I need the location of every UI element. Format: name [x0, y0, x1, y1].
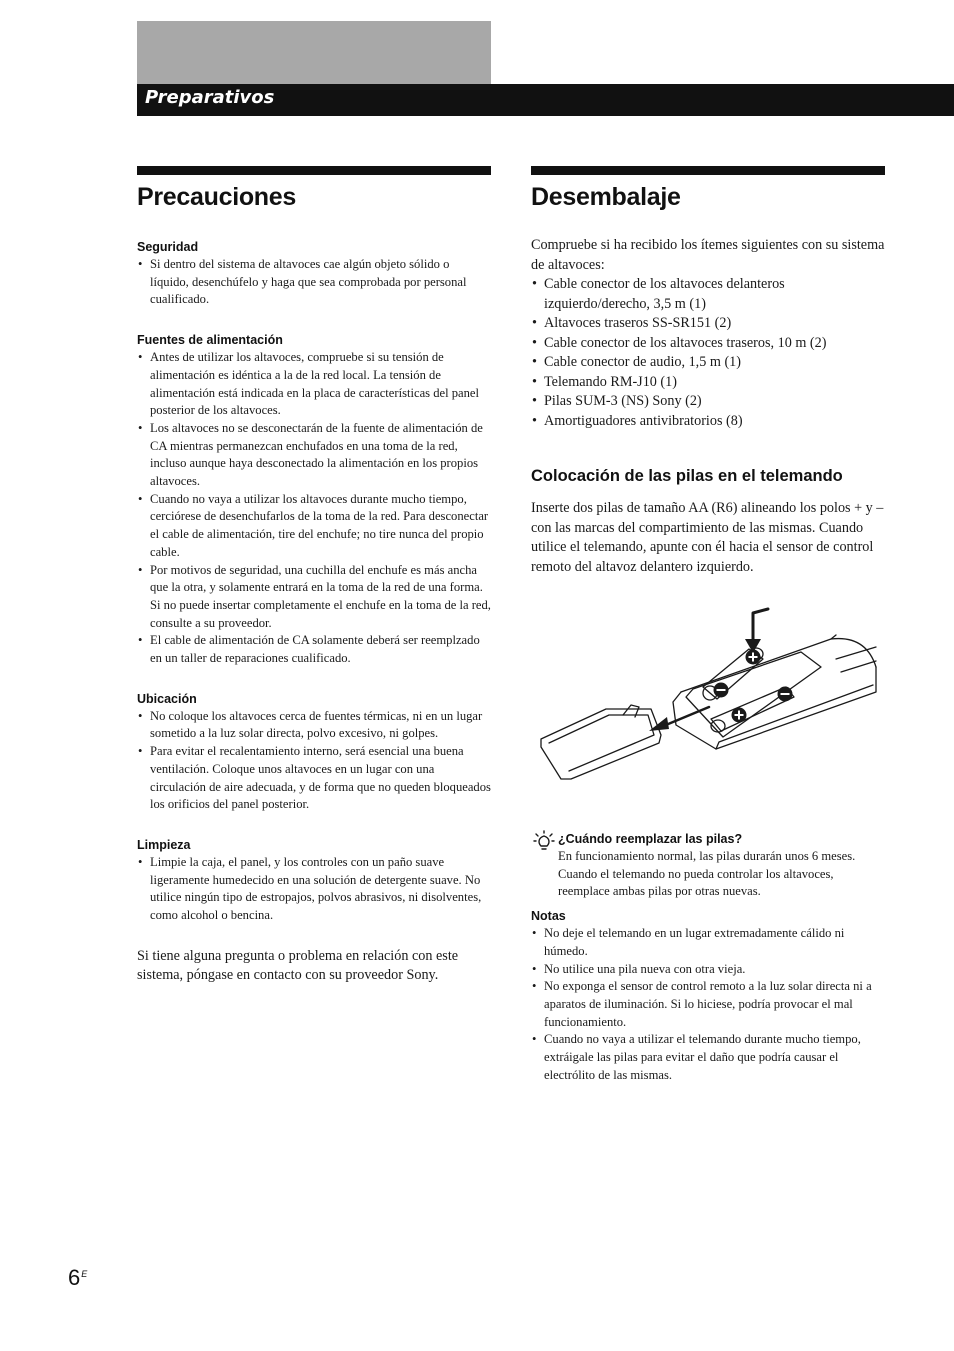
pilas-paragraph: Inserte dos pilas de tamaño AA (R6) alineando los polos + y – con las marcas del compartimiento de las mismas. Cuando utilice el telemando, apunte con él hacia el sensor de control remoto del altavoz delantero izquierdo. [531, 500, 884, 575]
bullet-list [137, 349, 491, 668]
section-heading: Seguridad [137, 240, 199, 254]
list-item: • Amortiguadores antivibratorios (8) [531, 412, 885, 432]
list-item: • No exponga el sensor de control remoto a la luz solar directa ni a aparatos de iluminación. Si lo hiciese, podría provocar el mal funcionamiento. [531, 978, 885, 1031]
list-item: • No utilice una pila nueva con otra vieja. [531, 961, 885, 979]
list-item: • Limpie la caja, el panel, y los controles con un paño suave ligeramente humedecido en una solución de detergente suave. No utilice ningún tipo de estropajos, polvos abrasivos, ni disolventes, como alcohol o bencina. [137, 854, 491, 925]
precauciones-title: Precauciones [137, 183, 296, 211]
notas-list [531, 925, 885, 1084]
desembalaje-column [531, 166, 885, 1084]
header-tab-block [137, 21, 491, 84]
seguridad-section [137, 240, 491, 309]
heading-rule [137, 166, 491, 175]
list-item: • Cuando no vaya a utilizar el telemando durante mucho tiempo, extráigale las pilas para evitar el daño que podría causar el electrólito de las mismas. [531, 1031, 885, 1084]
list-item: • Cable conector de los altavoces traseros, 10 m (2) [531, 334, 885, 354]
page-number-suffix: E [81, 1268, 88, 1279]
section-heading: Fuentes de alimentación [137, 333, 283, 348]
desembalaje-title: Desembalaje [531, 183, 681, 211]
notas-title: Notas [531, 909, 566, 924]
remote-battery-diagram [531, 597, 885, 807]
section-heading: Limpieza [137, 837, 191, 852]
list-item: • El cable de alimentación de CA solamente deberá ser reemplzado en un taller de reparaciones cualificado. [137, 632, 491, 667]
list-item: • Para evitar el recalentamiento interno, será esencial una buena ventilación. Coloque unos altavoces en un lugar con una circulación de aire adecuada, y de forma que no queden bloqueados los orificios del panel posterior. [137, 743, 491, 814]
list-item: • Altavoces traseros SS-SR151 (2) [531, 314, 885, 334]
closing-paragraph: Si tiene alguna pregunta o problema en relación con este sistema, póngase en contacto con su proveedor Sony. [137, 947, 459, 984]
desembalaje-intro: Compruebe si ha recibido los ítemes siguientes con su sistema de altavoces: [531, 237, 885, 273]
page-number-value: 6 [68, 1265, 81, 1290]
list-item: • Los altavoces no se desconectarán de la fuente de alimentación de CA mientras permanezcan enchufados en una toma de la red, incluso aunque haya desconectado la alimentación en los propios altavoces. [137, 420, 491, 491]
bullet-list [137, 256, 491, 309]
section-header-bar [137, 84, 954, 116]
list-item: • Por motivos de seguridad, una cuchilla del enchufe es más ancha que la otra, y solamente entrará en la toma de la red de una forma. Si no puede insertar completamente el enchufe en la toma de la red, consulte a su proveedor. [137, 562, 491, 633]
list-item: • Cable conector de audio, 1,5 m (1) [531, 353, 885, 373]
fuentes-section [137, 333, 491, 668]
heading-rule [531, 166, 885, 175]
list-item: • Antes de utilizar los altavoces, compruebe si su tensión de alimentación es idéntica a la de la red local. La tensión de alimentación está indicada en la placa de características del panel posterior de los altavoces. [137, 349, 491, 420]
lightbulb-icon [533, 830, 555, 852]
list-item: • No coloque los altavoces cerca de fuentes térmicas, ni en un lugar sometido a la luz solar directa, polvo excesivo, ni golpes. [137, 708, 491, 743]
precauciones-column [137, 166, 491, 986]
battery-illustration [531, 597, 885, 807]
bullet-list [137, 854, 491, 925]
pilas-title: Colocación de las pilas en el telemando [531, 467, 843, 485]
list-item: • Cable conector de los altavoces delanteros izquierdo/derecho, 3,5 m (1) [531, 275, 885, 314]
section-heading: Ubicación [137, 691, 197, 706]
notas-section [531, 909, 885, 1084]
contents-list [531, 275, 885, 431]
tip-text: En funcionamiento normal, las pilas durarán unos 6 meses. Cuando el telemando no pueda controlar los altavoces, reemplace ambas pilas por otras nuevas. [558, 849, 856, 899]
page-number [68, 1265, 87, 1291]
tip-title: ¿Cuándo reemplazar las pilas? [558, 832, 743, 846]
list-item: • Pilas SUM-3 (NS) Sony (2) [531, 392, 885, 412]
list-item: • Telemando RM-J10 (1) [531, 373, 885, 393]
tip-box [531, 832, 885, 901]
list-item: • Si dentro del sistema de altavoces cae algún objeto sólido o líquido, desenchúfelo y haga que sea comprobada por personal cualificado. [137, 256, 491, 309]
bullet-list [137, 708, 491, 814]
section-title: Preparativos [145, 87, 275, 108]
ubicacion-section [137, 692, 491, 814]
limpieza-section [137, 838, 491, 925]
list-item: • Cuando no vaya a utilizar los altavoces durante mucho tiempo, cerciórese de desenchufarlos de la toma de la red. Para desconectar el cable de alimentación, tire del enchufe; no tire nunca del propio cable. [137, 491, 491, 562]
list-item: • No deje el telemando en un lugar extremadamente cálido ni húmedo. [531, 925, 885, 960]
